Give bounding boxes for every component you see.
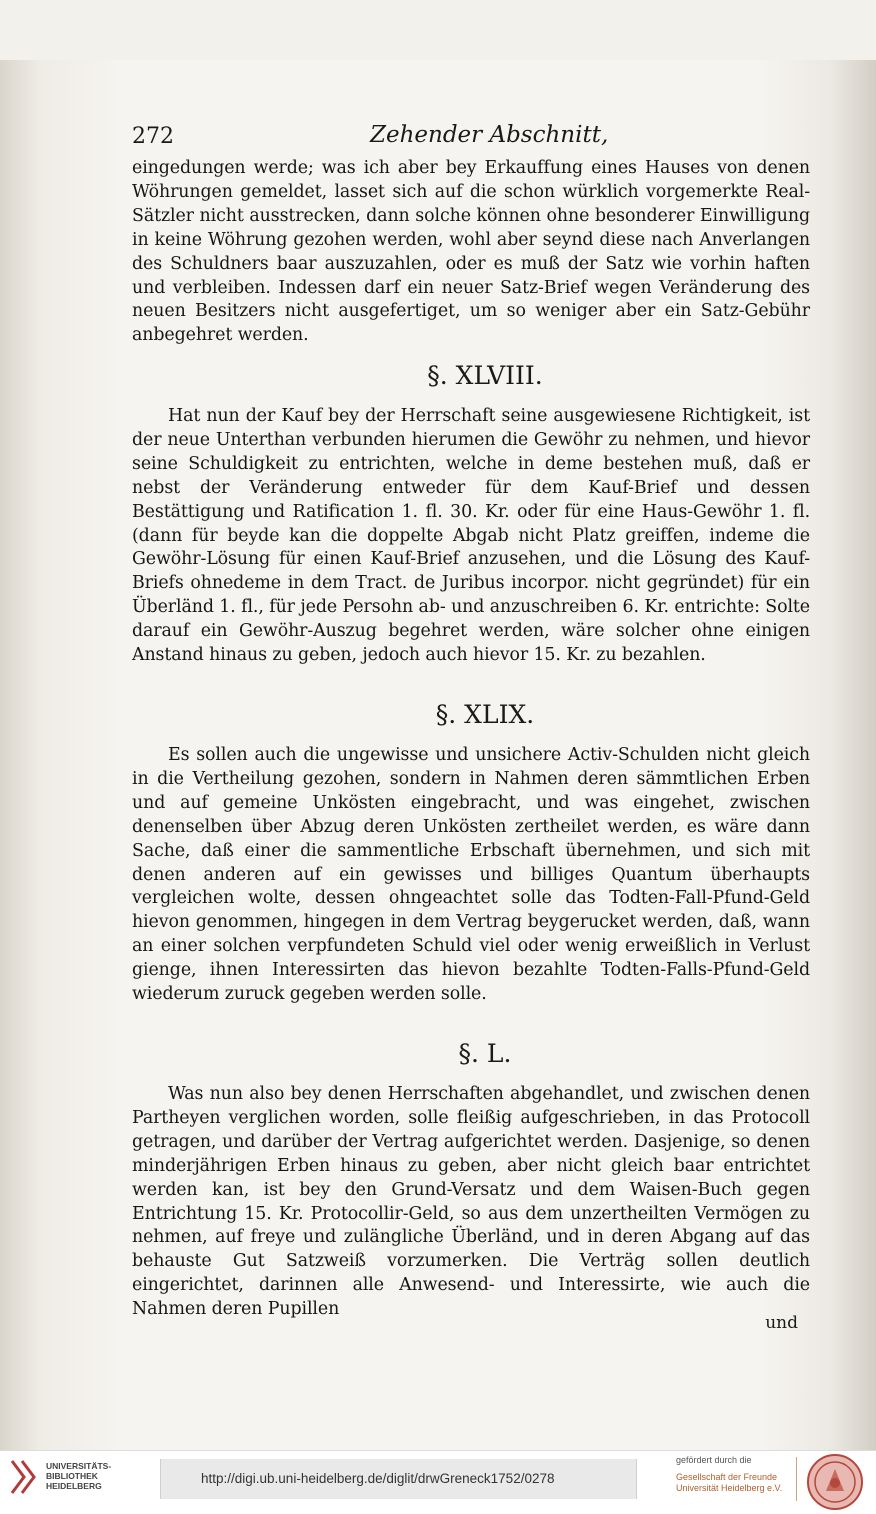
section-heading-xlviii: §. XLVIII. <box>427 361 543 390</box>
library-name-line-1: UNIVERSITÄTS- <box>46 1461 112 1471</box>
catchword: und <box>765 1313 798 1333</box>
paragraph-4: Was nun also bey denen Herrschaften abgehandlet, und zwischen denen Partheyen verglichen worden, solle fleißig aufgeschrieben, in das Protocoll getragen, und darüber der Vertrag aufgerichtet werden. Dasjenige, so denen minderjährigen Erben hinaus zu geben, aber nicht gleich baar entrichtet werden kan, ist bey den Grund-Versatz und dem Waisen-Buch gegen Entrichtung 15. Kr. Protocollir-Geld, so aus dem unzertheilten Vermögen zu nehmen, auf freye und zulängliche Überländ, und in deren Abgang auf das behauste Gut Satzweiß vorzumerken. Die Verträg sollen deutlich eingerichtet, darinnen alle Anwesend- und Interessirte, wie auch die Nahmen deren Pupillen <box>132 1084 810 1320</box>
section-heading-xlix: §. XLIX. <box>435 700 535 729</box>
society-name <box>676 1472 790 1494</box>
permalink-bar <box>160 1459 637 1499</box>
page-number: 272 <box>132 124 174 149</box>
permalink-url[interactable]: http://digi.ub.uni-heidelberg.de/diglit/drwGreneck1752/0278 <box>201 1471 555 1486</box>
university-library-logo-icon <box>8 1457 40 1497</box>
paragraph-1: eingedungen werde; was ich aber bey Erkauffung eines Hauses von denen Wöhrungen gemeldet, lasset sich auf die schon würklich vorgemerkte Real-Sätzler nicht ausstrecken, dann solche können ohne besonderer Einwilligung in keine Wöhrung gezohen werden, wohl aber seynd diese nach Anverlangen des Schuldners baar auszuzahlen, oder es muß der Satz wie vorhin haften und verbleiben. Indessen darf ein neuer Satz-Brief wegen Veränderung des neuen Besitzers nicht ausgefertiget, um so weniger aber ein Satz-Gebühr anbegehret werden. <box>132 158 810 346</box>
section-heading-l: §. L. <box>458 1039 512 1068</box>
university-seal-icon <box>806 1453 864 1511</box>
footer-divider <box>796 1457 797 1501</box>
library-name-line-2: BIBLIOTHEK <box>46 1471 98 1481</box>
running-head: Zehender Abschnitt, <box>370 122 609 148</box>
society-line-2: Universität Heidelberg e.V. <box>676 1483 783 1493</box>
viewer-footer <box>0 1450 876 1514</box>
society-line-1: Gesellschaft der Freunde <box>676 1472 778 1482</box>
library-name-line-3: HEIDELBERG <box>46 1481 102 1491</box>
paragraph-3: Es sollen auch die ungewisse und unsichere Activ-Schulden nicht gleich in die Vertheilung gezohen, sondern in Nahmen deren sämmtlichen Erben und auf gemeine Unkösten eingebracht, und was eingehet, zwischen denenselben über Abzug deren Unkösten zertheilet werden, es wäre dann Sache, daß einer die sammentliche Erbschaft übernehmen, und sich mit denen anderen auf ein gewisses und billiges Quantum überhaupts vergleichen wolte, dessen ohngeachtet solle das Todten-Fall-Pfund-Geld hievon genommen, hingegen in dem Vertrag beygerucket werden, daß, wann an einer solchen verpfundeten Schuld viel oder wenig erweißlich in Verlust gienge, ihnen Interessirten das hievon bezahlte Todten-Falls-Pfund-Geld wiederum zuruck gegeben werden solle. <box>132 745 810 1005</box>
page-header <box>132 118 810 152</box>
library-name <box>46 1461 156 1491</box>
funded-by-label: gefördert durch die <box>676 1455 752 1465</box>
paragraph-2: Hat nun der Kauf bey der Herrschaft seine ausgewiesene Richtigkeit, ist der neue Unterthan verbunden hierumen die Gewöhr zu nehmen, und hievor seine Schuldigkeit zu entrichten, welche in deme bestehen muß, daß er nebst der Veränderung entweder für dem Kauf-Brief und dessen Bestättigung und Ratification 1. fl. 30. Kr. oder für eine Haus-Gewöhr 1. fl. (dann für beyde kan die doppelte Abgab nicht Platz greiffen, indeme die Gewöhr-Lösung für einen Kauf-Brief anzusehen, und die Lösung des Kauf-Briefs ohnedeme in dem Tract. de Juribus incorpor. nicht gegründet) für ein Überländ 1. fl., für jede Persohn ab- und anzuschreiben 6. Kr. entrichte: Solte darauf ein Gewöhr-Auszug begehret werden, wäre solcher ohne einigen Anstand hinaus zu geben, jedoch auch hievor 15. Kr. zu bezahlen. <box>132 406 810 666</box>
